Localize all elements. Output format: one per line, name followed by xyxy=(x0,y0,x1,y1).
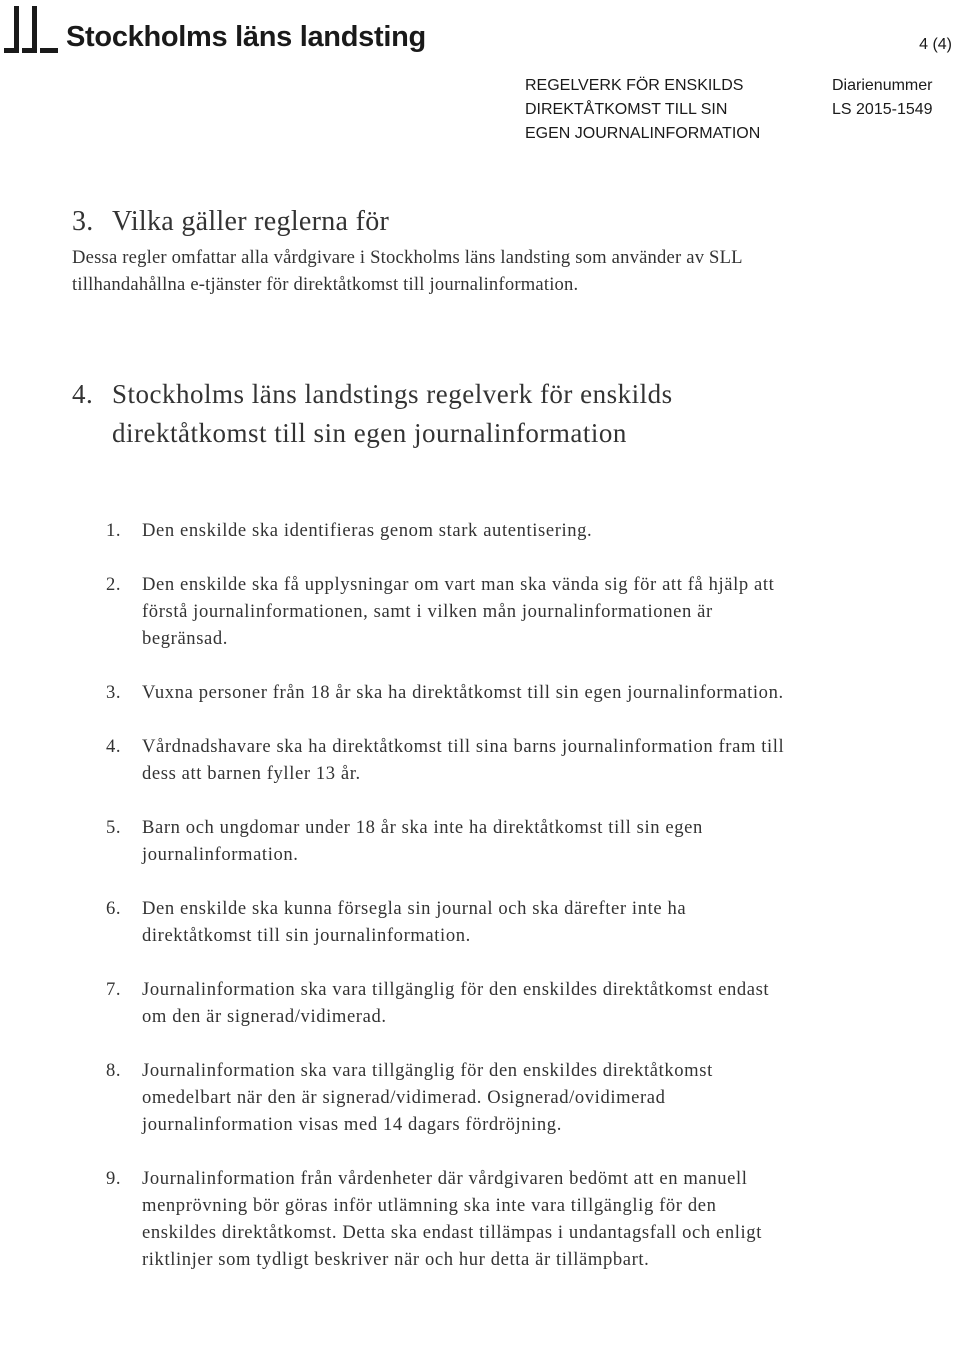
rules-list xyxy=(106,517,796,1273)
list-item-text: Den enskilde ska få upplysningar om vart man ska vända sig för att få hjälp att förstå journalinformationen, samt i vilken mån journalinformationen är begränsad. xyxy=(142,574,775,649)
list-item-text: Journalinformation ska vara tillgänglig för den enskildes direktåtkomst omedelbart när den är signerad/vidimerad. Osignerad/ovidimerad journalinformation visas med 14 dagars fördröjning. xyxy=(142,1060,713,1135)
list-item-number: 2. xyxy=(106,574,122,595)
diarienummer-block xyxy=(832,74,933,122)
document-title-line: DIREKTÅTKOMST TILL SIN xyxy=(525,101,728,118)
list-item-text: Vuxna personer från 18 år ska ha direktåtkomst till sin egen journalinformation. xyxy=(142,682,784,703)
list-item xyxy=(106,1165,796,1273)
list-item-text: Den enskilde ska identifieras genom stark autentisering. xyxy=(142,520,593,541)
list-item xyxy=(106,571,796,652)
list-item xyxy=(106,814,796,868)
section-title: Vilka gäller reglerna för xyxy=(112,206,390,237)
list-item-number: 6. xyxy=(106,898,122,919)
list-item-number: 4. xyxy=(106,736,122,757)
document-title-line: REGELVERK FÖR ENSKILDS xyxy=(525,77,744,94)
section-3-heading xyxy=(72,200,389,244)
list-item-text: Journalinformation från vårdenheter där vårdgivaren bedömt att en manuell menprövning bör göras inför utlämning ska inte vara tillgänglig för den enskildes direktåtkomst. Detta ska endast tillämpas i undantagsfall och enligt riktlinjer som tydligt beskriver när och hur detta är tillämpbart. xyxy=(142,1168,762,1270)
list-item-number: 5. xyxy=(106,817,122,838)
list-item-number: 8. xyxy=(106,1060,122,1081)
list-item-text: Vårdnadshavare ska ha direktåtkomst till sina barns journalinformation fram till dess att barnen fyller 13 år. xyxy=(142,736,785,784)
list-item-number: 3. xyxy=(106,682,122,703)
section-title: Stockholms läns landstings regelverk för enskilds direktåtkomst till sin egen journalinformation xyxy=(112,379,673,448)
list-item-number: 1. xyxy=(106,520,122,541)
sll-logo-mark-icon xyxy=(2,4,60,56)
section-4-heading xyxy=(72,375,772,452)
list-item-text: Journalinformation ska vara tillgänglig för den enskildes direktåtkomst endast om den är signerad/vidimerad. xyxy=(142,979,770,1027)
logo-text: Stockholms läns landsting xyxy=(66,21,426,53)
list-item-text: Den enskilde ska kunna försegla sin journal och ska därefter inte ha direktåtkomst till sin journalinformation. xyxy=(142,898,687,946)
list-item xyxy=(106,679,796,706)
diarienummer-value: LS 2015-1549 xyxy=(832,101,933,118)
list-item-number: 9. xyxy=(106,1168,122,1189)
section-3-body: Dessa regler omfattar alla vårdgivare i Stockholms läns landsting som använder av SLL tillhandahållna e-tjänster för direktåtkomst till journalinformation. xyxy=(72,247,743,295)
list-item xyxy=(106,976,796,1030)
list-item xyxy=(106,1057,796,1138)
list-item-text: Barn och ungdomar under 18 år ska inte ha direktåtkomst till sin egen journalinformation. xyxy=(142,817,703,865)
page-number: 4 (4) xyxy=(919,36,952,53)
section-number: 4. xyxy=(72,379,94,409)
list-item xyxy=(106,733,796,787)
list-item xyxy=(106,517,796,544)
document-title-line: EGEN JOURNALINFORMATION xyxy=(525,125,761,142)
sll-logo xyxy=(2,0,426,56)
list-item-number: 7. xyxy=(106,979,122,1000)
list-item xyxy=(106,895,796,949)
diarienummer-label: Diarienummer xyxy=(832,77,933,94)
section-number: 3. xyxy=(72,206,94,237)
document-title-block xyxy=(525,74,760,146)
